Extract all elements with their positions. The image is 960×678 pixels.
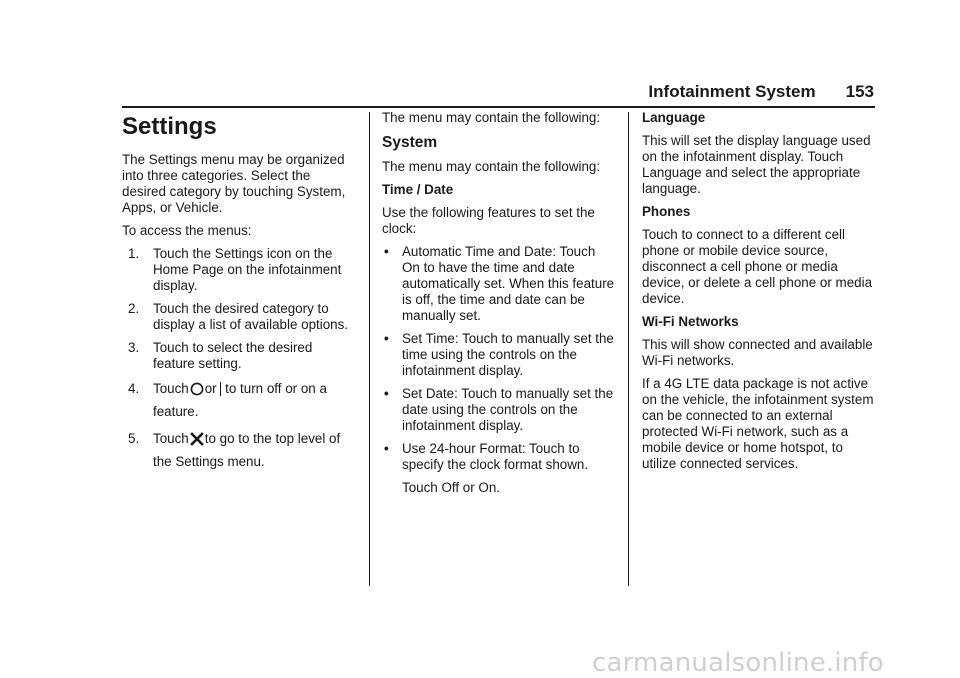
- toggle-off-circle-icon: [190, 382, 204, 402]
- bullet-text: Automatic Time and Date: Touch On to have the time and date automatically set. When this feature is off, the time and date can be manually set.: [402, 244, 615, 323]
- step-text: or: [204, 381, 217, 396]
- step-number: 2.: [128, 301, 140, 316]
- touch-off-on: Touch Off or On.: [402, 480, 500, 495]
- time-date-intro: Use the following features to set the clock:: [382, 205, 595, 236]
- step-text: to go to the top level of the Settings menu.: [153, 431, 341, 469]
- page-number: 153: [845, 82, 874, 101]
- lte-text: If a 4G LTE data package is not active on the vehicle, the infotainment system can be connected to an external protected Wi-Fi network, such as a mobile device or home hotspot, to utilize connected services.: [642, 376, 874, 471]
- list-item: [122, 246, 356, 294]
- step-text: Touch: [153, 381, 189, 396]
- page-title: Settings: [122, 113, 217, 140]
- close-x-icon: [190, 432, 204, 452]
- step-number: 3.: [128, 340, 140, 355]
- language-title: Language: [642, 110, 706, 125]
- page-header: [648, 82, 874, 102]
- toggle-on-line-icon: [220, 382, 222, 396]
- system-heading: System: [382, 134, 438, 151]
- step-text: Touch the desired category to display a list of available options.: [153, 301, 349, 332]
- step-number: 5.: [128, 431, 140, 446]
- language-text: This will set the display language used on the infotainment display. Touch Language and select the appropriate language.: [642, 133, 871, 196]
- header-rule: [122, 106, 875, 108]
- phones-title: Phones: [642, 204, 691, 219]
- list-item: [122, 301, 356, 333]
- bullet-text: Set Time: Touch to manually set the time using the controls on the infotainment display.: [402, 331, 614, 378]
- list-item: [122, 340, 356, 372]
- column-3: [642, 110, 876, 479]
- step-text: Touch the Settings icon on the Home Page on the infotainment display.: [153, 246, 342, 293]
- list-item: [382, 441, 616, 473]
- list-item: [122, 379, 356, 422]
- step-number: 4.: [128, 381, 140, 396]
- bullet: •: [384, 386, 389, 401]
- menu-intro: The menu may contain the following:: [382, 110, 601, 125]
- bullet: •: [384, 244, 389, 259]
- list-item: [382, 331, 616, 379]
- wifi-title: Wi-Fi Networks: [642, 314, 739, 329]
- column-divider: [369, 112, 370, 586]
- column-2: [382, 110, 616, 503]
- step-number: 1.: [128, 246, 140, 261]
- list-item: [122, 429, 356, 472]
- phones-text: Touch to connect to a different cell phone or mobile device source, disconnect a cell phone or media device, or delete a cell phone or media device.: [642, 227, 873, 306]
- bullet: •: [384, 441, 389, 456]
- bullet: •: [384, 331, 389, 346]
- step-text: Touch: [153, 431, 189, 446]
- list-item: [382, 244, 616, 324]
- steps-list: [122, 246, 356, 472]
- system-intro: The menu may contain the following:: [382, 159, 601, 174]
- section-title: Infotainment System: [648, 82, 816, 101]
- watermark: carmanualsonline.info: [592, 648, 884, 678]
- time-options-list: [382, 244, 616, 473]
- list-item: [382, 386, 616, 434]
- step-text: Touch to select the desired feature setting.: [153, 340, 313, 371]
- wifi-text: This will show connected and available Wi-Fi networks.: [642, 337, 873, 368]
- step-text: to turn off or on a feature.: [153, 381, 327, 419]
- access-text: To access the menus:: [122, 223, 252, 238]
- column-divider: [628, 112, 629, 586]
- bullet-text: Use 24-hour Format: Touch to specify the clock format shown.: [402, 441, 589, 472]
- bullet-text: Set Date: Touch to manually set the date using the controls on the infotainment display.: [402, 386, 614, 433]
- time-date-title: Time / Date: [382, 182, 454, 197]
- column-1: [122, 110, 356, 479]
- settings-intro: The Settings menu may be organized into three categories. Select the desired category by touching System, Apps, or Vehicle.: [122, 152, 346, 215]
